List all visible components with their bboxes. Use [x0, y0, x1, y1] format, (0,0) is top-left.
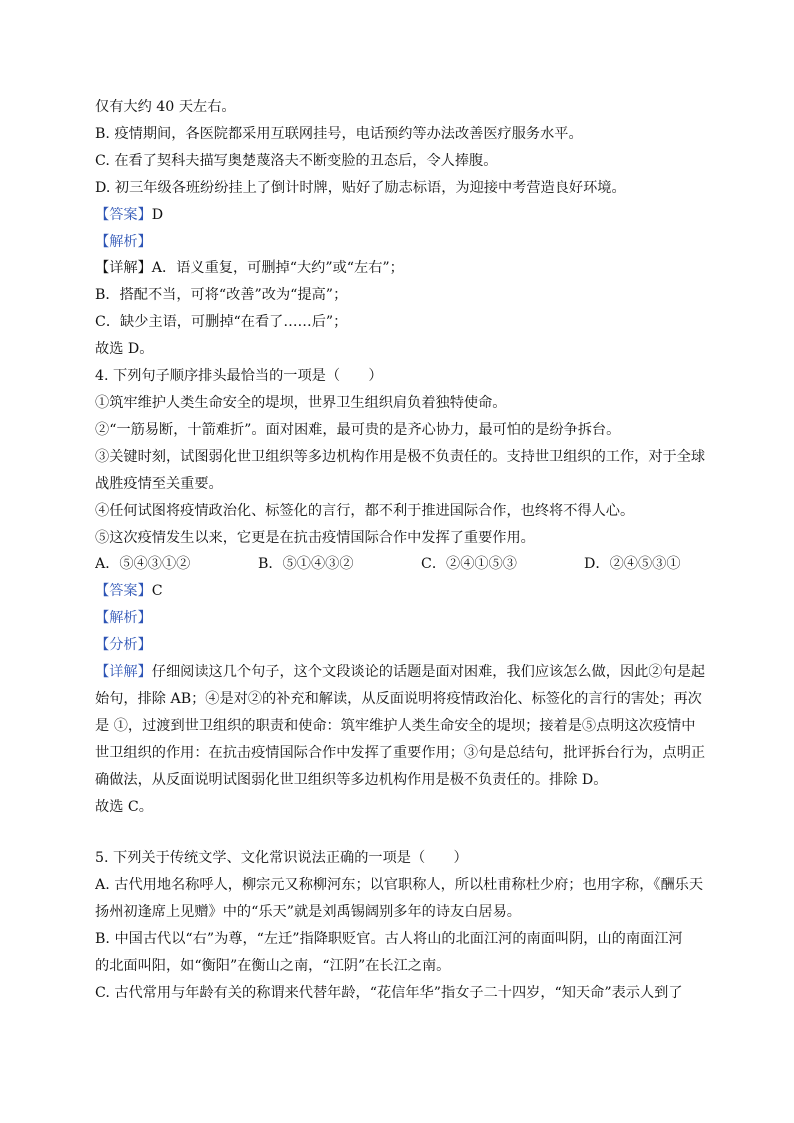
analysis-label: 【解析】 — [95, 610, 152, 627]
question-4-stem: 4. 下列句子顺序排头最恰当的一项是（ ） — [95, 368, 383, 385]
sentence-3: ③关键时刻，试图弱化世卫组织等多边机构作用是极不负责任的。支持世卫组织的工作，对于全球 — [95, 448, 705, 465]
detail-text: A．语义重复，可删掉“大约”或“左右”； — [151, 260, 404, 277]
detail-label: 【详解】 — [95, 260, 152, 277]
detail-text: 仔细阅读这几个句子，这个文段谈论的话题是面对困难，我们应该怎么做，因此②句是起 — [151, 664, 705, 681]
sentence-3-cont: 战胜疫情至关重要。 — [95, 475, 223, 492]
option-a: A．⑤④③①② — [95, 556, 191, 573]
answer-line — [95, 578, 705, 605]
detail-line — [95, 255, 705, 282]
analysis2-line — [95, 632, 705, 659]
option-c: C．②④①⑤③ — [421, 556, 517, 573]
answer-label: 【答案】 — [95, 206, 152, 223]
answer-value: D — [151, 206, 164, 223]
conclusion-line: 故选 C。 — [95, 798, 153, 815]
option-c: C. 在看了契科夫描写奥楚蔑洛夫不断变脸的丑态后，令人捧腹。 — [95, 152, 498, 169]
option-b: B. 疫情期间，各医院都采用互联网挂号，电话预约等办法改善医疗服务水平。 — [95, 125, 583, 142]
options-row — [95, 551, 705, 578]
sentence-2: ②“一筋易断，十箭难折”。面对困难，最可贵的是齐心协力，最可怕的是纷争拆台。 — [95, 421, 621, 438]
option-d: D. 初三年级各班纷纷挂上了倒计时牌，贴好了励志标语，为迎接中考营造良好环境。 — [95, 179, 626, 196]
text-line: 仅有大约 40 天左右。 — [95, 99, 236, 115]
analysis2-label: 【分析】 — [95, 637, 152, 654]
detail-line: B．搭配不当，可将“改善”改为“提高”； — [95, 287, 348, 304]
answer-label: 【答案】 — [95, 583, 152, 600]
detail-line: 是 ①，过渡到世卫组织的职责和使命：筑牢维护人类生命安全的堤坝；接着是⑤点明这次疫情中 — [95, 717, 696, 734]
detail-line — [95, 659, 705, 686]
answer-value: C — [151, 583, 163, 600]
analysis-line — [95, 605, 705, 632]
question-5-stem: 5. 下列关于传统文学、文化常识说法正确的一项是（ ） — [95, 850, 468, 867]
detail-line: 世卫组织的作用：在抗击疫情国际合作中发挥了重要作用；③句是总结句，批评拆台行为，点明正 — [95, 744, 705, 761]
option-b: B. 中国古代以“右”为尊，“左迁”指降职贬官。古人将山的北面江河的南面叫阴，山的南面江河 — [95, 931, 683, 948]
detail-line: C．缺少主语，可删掉“在看了……后”； — [95, 314, 348, 331]
option-c: C. 古代常用与年龄有关的称谓来代替年龄，“花信年华”指女子二十四岁，“知天命”表示人到了 — [95, 985, 683, 1001]
option-b-cont: 的北面叫阳，如“衡阳”在衡山之南，“江阴”在长江之南。 — [95, 958, 451, 975]
option-b: B．⑤①④③② — [258, 556, 354, 573]
answer-line — [95, 202, 705, 229]
sentence-1: ①筑牢维护人类生命安全的堤坝，世界卫生组织肩负着独特使命。 — [95, 394, 507, 411]
option-a: A. 古代用地名称呼人，柳宗元又称柳河东；以官职称人，所以杜甫称杜少府；也用字称，《酬乐天 — [95, 877, 704, 894]
option-d: D．②④⑤③① — [584, 556, 681, 573]
section-spacer — [95, 820, 705, 845]
detail-line: 始句，排除 AB；④是对②的补充和解读，从反面说明将疫情政治化、标签化的言行的害处；再次 — [95, 690, 702, 707]
detail-label: 【详解】 — [95, 664, 152, 681]
option-a-cont: 扬州初逢席上见赠》中的“乐天”就是刘禹锡阔别多年的诗友白居易。 — [95, 904, 521, 921]
sentence-5: ⑤这次疫情发生以来，它更是在抗击疫情国际合作中发挥了重要作用。 — [95, 529, 535, 546]
document-body — [95, 94, 705, 1007]
analysis-label: 【解析】 — [95, 233, 152, 250]
sentence-4: ④任何试图将疫情政治化、标签化的言行，都不利于推进国际合作，也终将不得人心。 — [95, 502, 635, 519]
detail-line: 确做法，从反面说明试图弱化世卫组织等多边机构作用是极不负责任的。排除 D。 — [95, 771, 608, 788]
analysis-line — [95, 229, 705, 256]
conclusion-line: 故选 D。 — [95, 341, 154, 358]
